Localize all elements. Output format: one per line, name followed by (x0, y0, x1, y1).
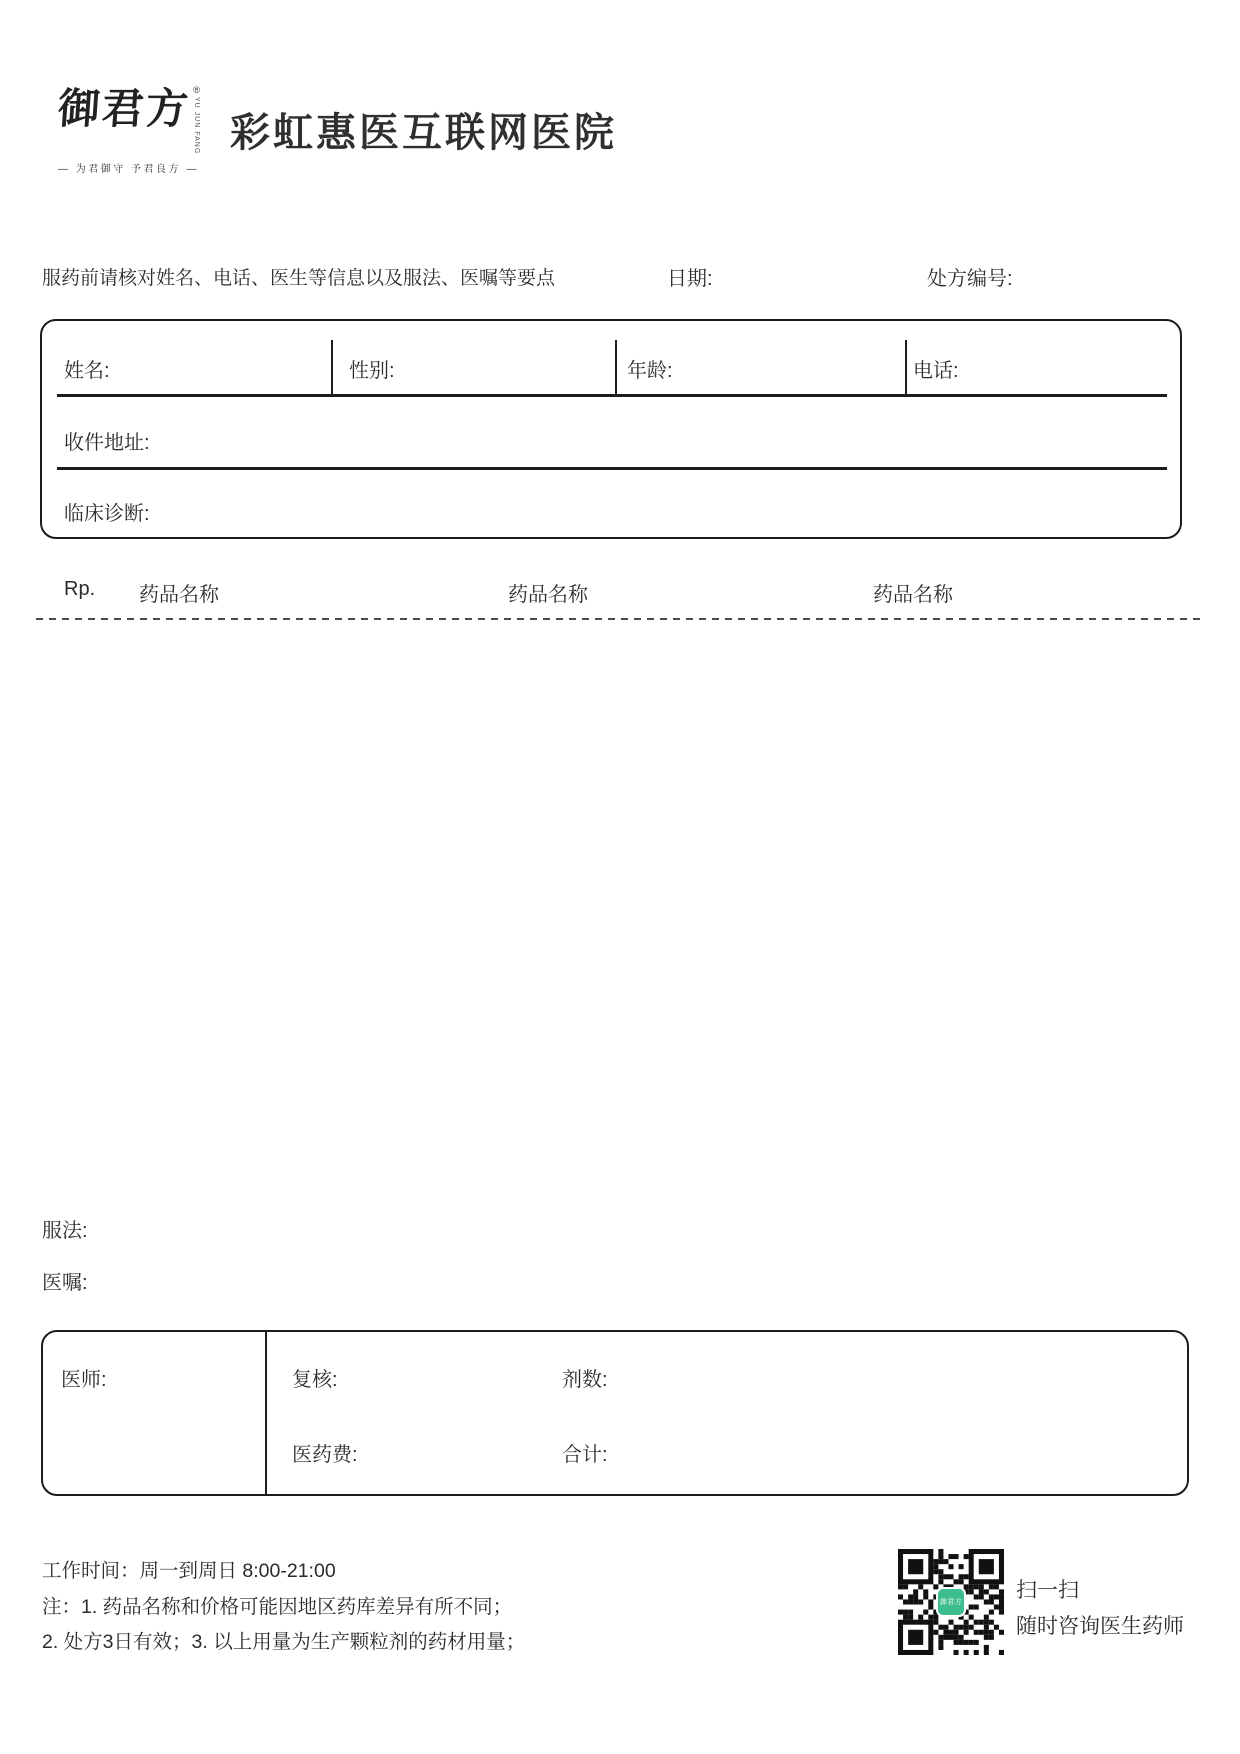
divider (265, 1332, 267, 1494)
hospital-title: 彩虹惠医互联网医院 (230, 111, 617, 155)
note-line-2: 2. 处方3日有效；3. 以上用量为生产颗粒剂的药材用量； (42, 1631, 526, 1653)
work-hours-line: 工作时间：周一到周日 8:00-21:00 (42, 1560, 336, 1582)
rx-number-label: 处方编号: (927, 268, 1013, 290)
total-label: 合计: (562, 1444, 608, 1466)
doctor-advice-label: 医嘱: (42, 1272, 88, 1294)
scan-subcaption: 随时咨询医生药师 (1016, 1615, 1184, 1638)
doses-label: 剂数: (562, 1369, 608, 1391)
divider (57, 394, 1167, 397)
clinical-diagnosis-label: 临床诊断: (64, 503, 150, 525)
brand-logo-text: 御君方 (56, 84, 192, 133)
divider (331, 340, 333, 396)
date-label: 日期: (667, 268, 713, 290)
review-label: 复核: (292, 1369, 338, 1391)
medicine-name-column-1: 药品名称 (139, 584, 219, 606)
medicine-fee-label: 医药费: (292, 1444, 358, 1466)
scan-caption: 扫一扫 (1016, 1579, 1079, 1602)
divider (615, 340, 617, 396)
divider (57, 467, 1167, 470)
patient-gender-label: 性别: (349, 360, 395, 382)
patient-name-label: 姓名: (64, 360, 110, 382)
medicine-name-column-3: 药品名称 (873, 584, 953, 606)
divider (905, 340, 907, 396)
registered-trademark-icon: ® (193, 85, 200, 95)
signoff-box (41, 1330, 1189, 1496)
brand-tagline: — 为君御守 予君良方 — (58, 164, 199, 176)
rp-label: Rp. (64, 578, 96, 600)
brand-logo-pinyin: YU JUN FANG (193, 97, 201, 155)
qr-code (898, 1549, 1004, 1655)
physician-label: 医师: (61, 1369, 107, 1391)
note-line-1: 注：1. 药品名称和价格可能因地区药库差异有所不同； (42, 1595, 513, 1618)
patient-age-label: 年龄: (627, 360, 673, 382)
footer-notes (42, 1554, 525, 1661)
brand-logo (58, 86, 200, 175)
patient-info-box (40, 319, 1182, 539)
dashed-separator (36, 618, 1206, 620)
qr-center-logo: 御君方 (936, 1587, 966, 1617)
verification-notice: 服药前请核对姓名、电话、医生等信息以及服法、医嘱等要点 (42, 268, 556, 289)
medicine-name-column-2: 药品名称 (508, 584, 588, 606)
patient-phone-label: 电话: (913, 360, 959, 382)
usage-label: 服法: (42, 1220, 88, 1242)
shipping-address-label: 收件地址: (64, 432, 150, 454)
